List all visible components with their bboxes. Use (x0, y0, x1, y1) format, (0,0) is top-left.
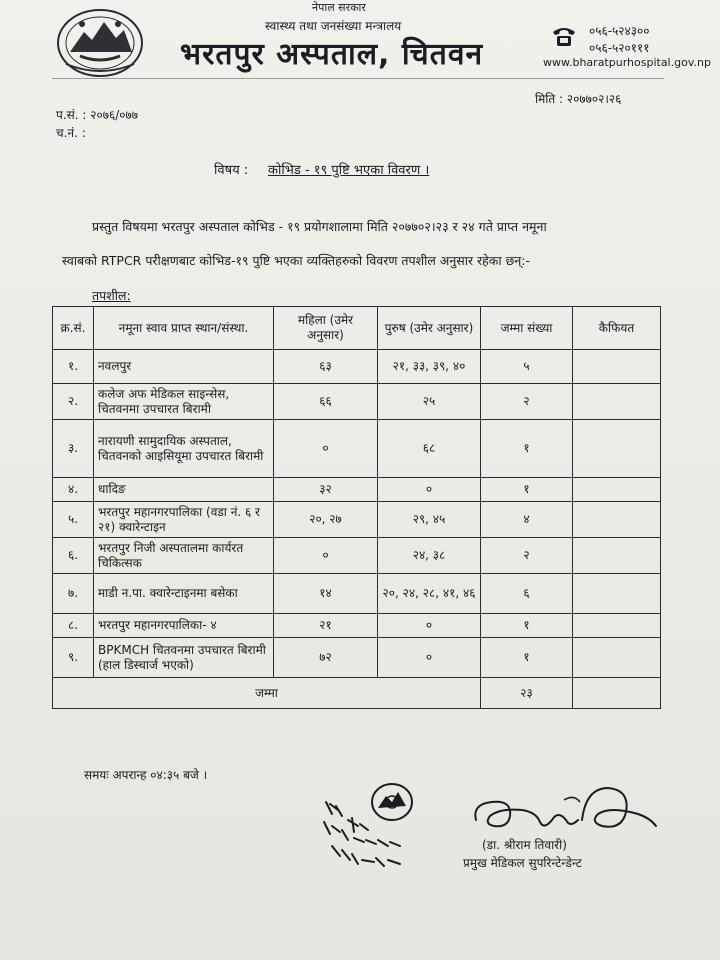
cell-location: BPKMCH चितवनमा उपचारत बिरामी (हाल डिस्चार्ज भएको) (94, 638, 274, 678)
table-total-row (53, 678, 661, 709)
table-row (53, 478, 661, 502)
cell-location: नवलपुर (94, 350, 274, 384)
official-stamp (318, 780, 436, 880)
cell-location: भरतपुर महानगरपालिका- ४ (94, 614, 274, 638)
cell-female: ० (274, 538, 378, 574)
dispatch-number: च.नं. : (56, 126, 86, 140)
table-row (53, 614, 661, 638)
covid-cases-table (52, 306, 661, 709)
cell-remarks (573, 614, 661, 638)
subject-text: कोभिड - १९ पुष्टि भएका विवरण । (268, 163, 430, 178)
cell-serial: ५. (53, 502, 94, 538)
cell-remarks (573, 350, 661, 384)
table-row (53, 420, 661, 478)
cell-male: २९, ४५ (378, 502, 481, 538)
cell-male: २०, २४, २८, ४१, ४६ (378, 574, 481, 614)
header-serial: क्र.सं. (53, 307, 94, 350)
cell-remarks (573, 478, 661, 502)
cell-male: २४, ३८ (378, 538, 481, 574)
cell-male: २१, ३३, ३९, ४० (378, 350, 481, 384)
body-paragraph-line-1: प्रस्तुत विषयमा भरतपुर अस्पताल कोभिड - १९ प्रयोगशालामा मिति २०७७०२।२३ र २४ गते प्राप्त नमूना (92, 219, 547, 234)
cell-serial: ३. (53, 420, 94, 478)
cell-male: ० (378, 614, 481, 638)
cell-serial: २. (53, 384, 94, 420)
cell-female: ० (274, 420, 378, 478)
cell-location: कलेज अफ मेडिकल साइन्सेस, चितवनमा उपचारत बिरामी (94, 384, 274, 420)
date-field: मिति : २०७७०२।२६ (535, 92, 622, 106)
cell-location: नारायणी सामुदायिक अस्पताल, चितवनको आइसियूमा उपचारत बिरामी (94, 420, 274, 478)
cell-location: भरतपुर निजी अस्पतालमा कार्यरत चिकित्सक (94, 538, 274, 574)
cell-remarks (573, 638, 661, 678)
cell-serial: ९. (53, 638, 94, 678)
details-heading: तपशील: (92, 288, 131, 303)
cell-total: १ (481, 614, 573, 638)
cell-total: १ (481, 478, 573, 502)
cell-male: २५ (378, 384, 481, 420)
cell-total: ५ (481, 350, 573, 384)
cell-total: १ (481, 638, 573, 678)
cell-female: ७२ (274, 638, 378, 678)
header-divider (52, 78, 664, 79)
cell-female: १४ (274, 574, 378, 614)
body-paragraph-line-2: स्वाबको RTPCR परीक्षणबाट कोभिड-१९ पुष्टि भएका व्यक्तिहरुको विवरण तपशील अनुसार रहेका छन्:- (62, 253, 531, 268)
table-row (53, 350, 661, 384)
total-value: २३ (481, 678, 573, 709)
hospital-name: भरतपुर अस्पताल, चितवन (180, 37, 484, 72)
cell-serial: ४. (53, 478, 94, 502)
table-header-row (53, 307, 661, 350)
cell-remarks (573, 574, 661, 614)
cell-serial: ७. (53, 574, 94, 614)
cell-total: २ (481, 538, 573, 574)
subject-label: विषय : (214, 163, 249, 178)
cell-total: ४ (481, 502, 573, 538)
ministry-title: स्वास्थ्य तथा जनसंख्या मन्त्रालय (265, 19, 402, 33)
table-row (53, 638, 661, 678)
reference-number: प.सं. : २०७६/०७७ (56, 108, 138, 122)
telephone-icon (551, 24, 577, 48)
cell-serial: १. (53, 350, 94, 384)
cell-female: २१ (274, 614, 378, 638)
handwritten-signature (470, 780, 660, 840)
phone-number-2: ०५६-५२०१११ (589, 41, 650, 55)
cell-total: १ (481, 420, 573, 478)
total-remarks (573, 678, 661, 709)
cell-remarks (573, 384, 661, 420)
header-location: नमूना स्वाव प्राप्त स्थान/संस्था. (94, 307, 274, 350)
government-title: नेपाल सरकार (312, 1, 366, 14)
cell-remarks (573, 502, 661, 538)
table-row (53, 502, 661, 538)
header-female: महिला (उमेर अनुसार) (274, 307, 378, 350)
table-row (53, 538, 661, 574)
phone-number-1: ०५६-५२४३०० (589, 24, 650, 38)
cell-total: ६ (481, 574, 573, 614)
nepal-emblem-logo (52, 6, 148, 80)
cell-location: माडी न.पा. क्वारेन्टाइनमा बसेका (94, 574, 274, 614)
cell-location: भरतपुर महानगरपालिका (वडा नं. ६ र २१) क्वारेन्टाइन (94, 502, 274, 538)
cell-remarks (573, 538, 661, 574)
cell-female: ३२ (274, 478, 378, 502)
cell-serial: ८. (53, 614, 94, 638)
total-label: जम्मा (53, 678, 481, 709)
cell-location: धादिङ (94, 478, 274, 502)
header-remarks: कैफियत (573, 307, 661, 350)
table-row (53, 384, 661, 420)
cell-remarks (573, 420, 661, 478)
cell-female: ६३ (274, 350, 378, 384)
signatory-name: (डा. श्रीराम तिवारी) (482, 838, 567, 852)
cell-male: ० (378, 478, 481, 502)
cell-male: ० (378, 638, 481, 678)
report-time: समयः अपरान्ह ०४:३५ बजे । (84, 768, 208, 782)
cell-serial: ६. (53, 538, 94, 574)
header-male: पुरुष (उमेर अनुसार) (378, 307, 481, 350)
cell-female: २०, २७ (274, 502, 378, 538)
header-total: जम्मा संख्या (481, 307, 573, 350)
website-link[interactable]: www.bharatpurhospital.gov.np (543, 56, 711, 69)
cell-male: ६८ (378, 420, 481, 478)
cell-female: ६६ (274, 384, 378, 420)
signatory-title: प्रमुख मेडिकल सुपरिन्टेन्डेन्ट (463, 856, 582, 870)
table-row (53, 574, 661, 614)
cell-total: २ (481, 384, 573, 420)
